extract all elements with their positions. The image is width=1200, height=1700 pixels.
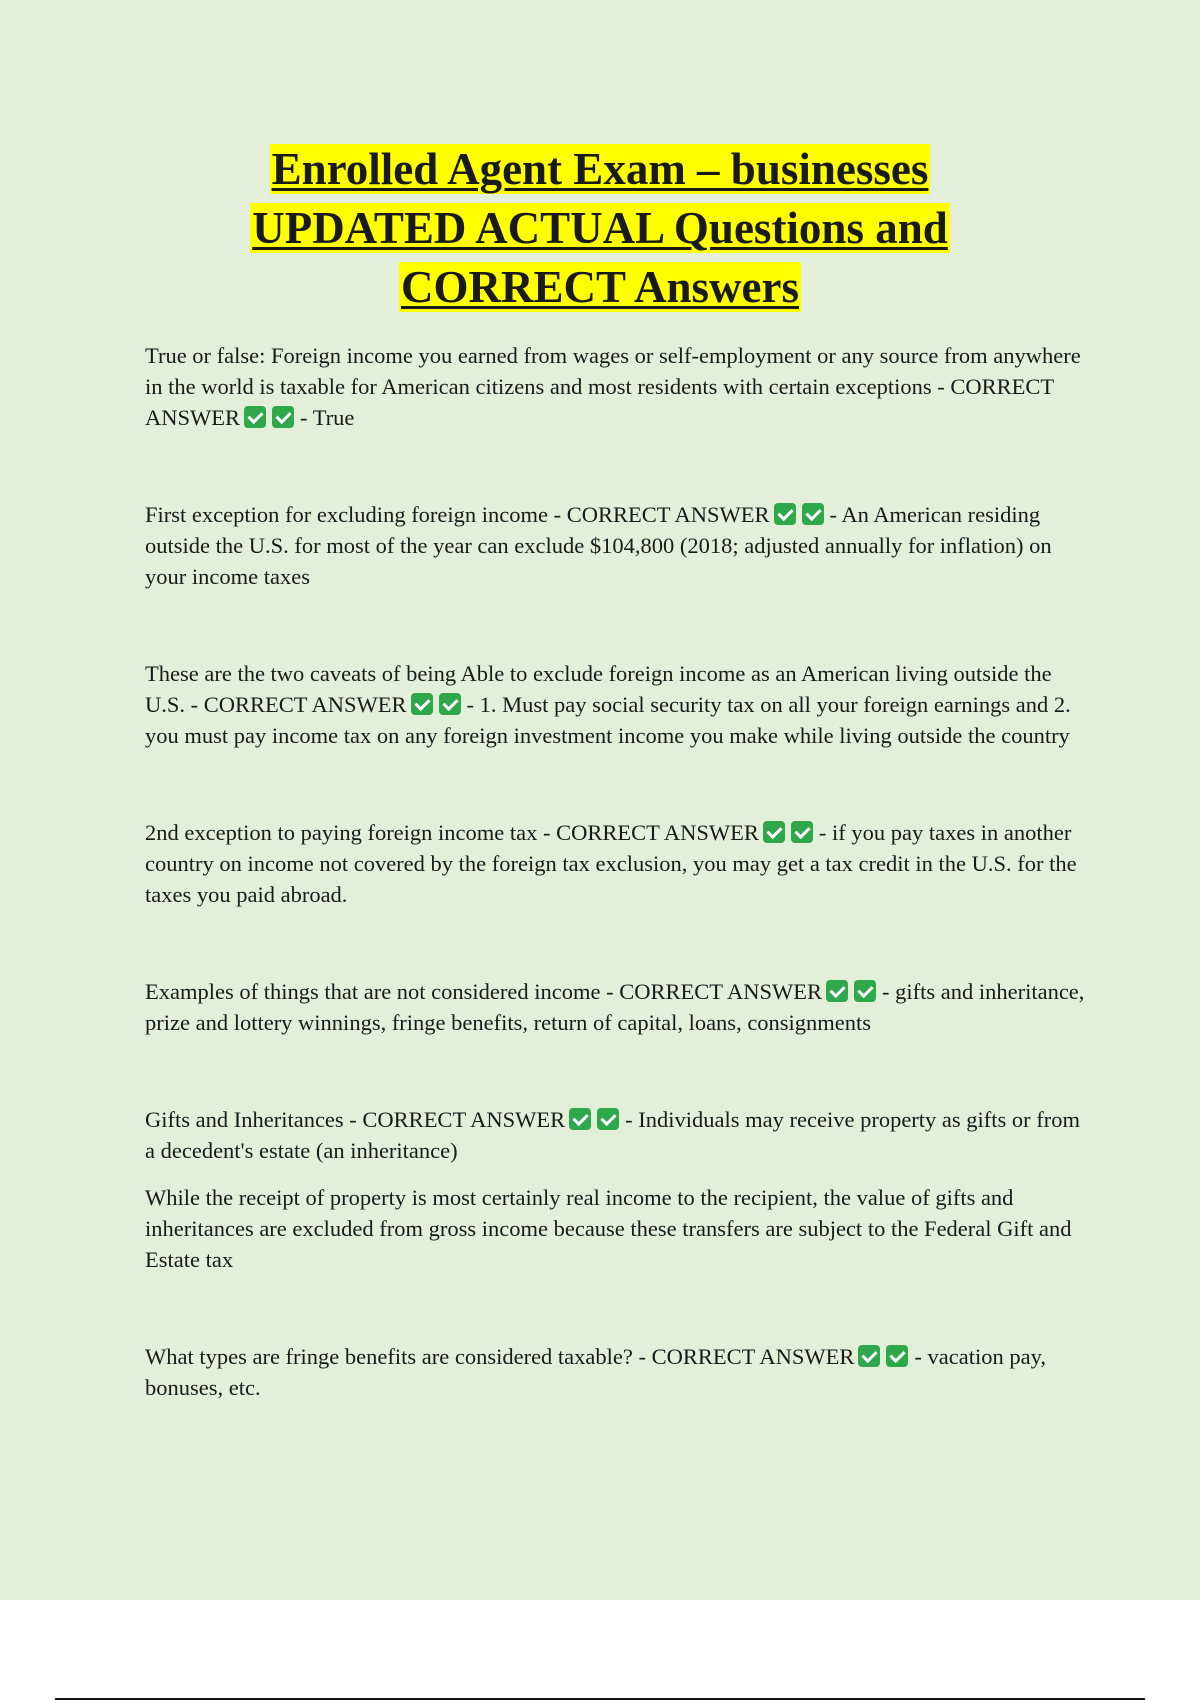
check-icon bbox=[272, 406, 294, 428]
qa-item-4 bbox=[145, 817, 1085, 910]
qa-item-6 bbox=[145, 1104, 1085, 1166]
question-text: First exception for excluding foreign income - bbox=[145, 502, 567, 527]
answer-marker: CORRECT ANSWER bbox=[203, 692, 407, 717]
qa-item-2 bbox=[145, 499, 1085, 592]
answer-marker: CORRECT ANSWER bbox=[145, 374, 1054, 430]
qa-item-5 bbox=[145, 976, 1085, 1038]
answer-text: - vacation pay, bonuses, etc. bbox=[145, 1344, 1046, 1400]
check-icon bbox=[763, 821, 785, 843]
qa-item-3 bbox=[145, 658, 1085, 751]
answer-marker: CORRECT ANSWER bbox=[362, 1107, 566, 1132]
check-icon bbox=[439, 693, 461, 715]
check-icon bbox=[826, 980, 848, 1002]
question-text: What types are fringe benefits are considered taxable? - bbox=[145, 1344, 652, 1369]
check-icon bbox=[244, 406, 266, 428]
question-text: 2nd exception to paying foreign income tax - bbox=[145, 820, 557, 845]
question-text: These are the two caveats of being Able to exclude foreign income as an American living outside the U.S. - bbox=[145, 661, 1052, 717]
title-line-3: CORRECT Answers bbox=[401, 262, 799, 312]
answer-text: - if you pay taxes in another country on income not covered by the foreign tax exclusion, you may get a tax credit in the U.S. for the taxes you paid abroad. bbox=[145, 820, 1077, 907]
qa-item-1 bbox=[145, 340, 1085, 433]
answer-text: - gifts and inheritance, prize and lottery winnings, fringe benefits, return of capital, loans, consignments bbox=[145, 979, 1085, 1035]
question-text: True or false: Foreign income you earned from wages or self-employment or any source from anywhere in the world is taxable for American citizens and most residents with certain exceptions - bbox=[145, 343, 1081, 399]
qa-list bbox=[145, 340, 1085, 1403]
title-line-1: Enrolled Agent Exam – businesses bbox=[271, 144, 929, 194]
check-icon bbox=[411, 693, 433, 715]
check-icon bbox=[802, 503, 824, 525]
qa-item-6-continuation: While the receipt of property is most certainly real income to the recipient, the value of gifts and inheritances are excluded from gross income because these transfers are subject to the Federal Gift and Estate tax bbox=[145, 1185, 1072, 1272]
answer-text: - Individuals may receive property as gifts or from a decedent's estate (an inheritance) bbox=[145, 1107, 1081, 1163]
answer-marker: CORRECT ANSWER bbox=[619, 979, 822, 1004]
check-icon bbox=[791, 821, 813, 843]
title-line-2: UPDATED ACTUAL Questions and bbox=[252, 203, 948, 253]
answer-marker: CORRECT ANSWER bbox=[651, 1344, 855, 1369]
document-title bbox=[0, 140, 1200, 317]
answer-marker: CORRECT ANSWER bbox=[556, 820, 759, 845]
answer-text: - An American residing outside the U.S. for most of the year can exclude $104,800 (2018; adjusted annually for inflation) on your income taxes bbox=[145, 502, 1052, 589]
qa-item-7 bbox=[145, 1341, 1085, 1403]
check-icon bbox=[886, 1345, 908, 1367]
check-icon bbox=[569, 1108, 591, 1130]
question-text: Examples of things that are not considered income - bbox=[145, 979, 620, 1004]
answer-text: - 1. Must pay social security tax on all your foreign earnings and 2. you must pay income tax on any foreign investment income you make while living outside the country bbox=[145, 692, 1071, 748]
check-icon bbox=[858, 1345, 880, 1367]
answer-text: - True bbox=[300, 405, 355, 430]
answer-marker: CORRECT ANSWER bbox=[566, 502, 770, 527]
question-text: Gifts and Inheritances - bbox=[145, 1107, 363, 1132]
check-icon bbox=[774, 503, 796, 525]
check-icon bbox=[854, 980, 876, 1002]
check-icon bbox=[597, 1108, 619, 1130]
